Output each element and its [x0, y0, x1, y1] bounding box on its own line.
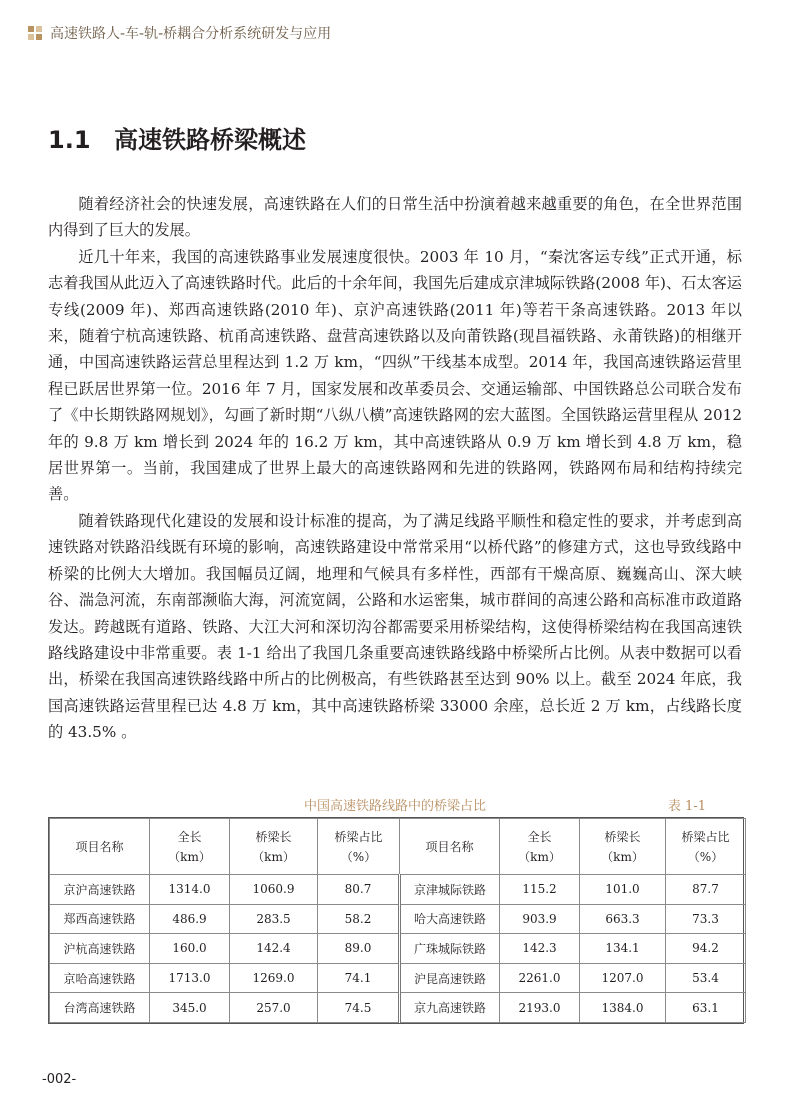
bridge-ratio-table [48, 817, 744, 1024]
table-cell: 142.3 [500, 934, 580, 964]
table-cell: 160.0 [150, 934, 230, 964]
paragraph: 随着铁路现代化建设的发展和设计标准的提高，为了满足线路平顺性和稳定性的要求，并考虑到高速铁路对铁路沿线既有环境的影响，高速铁路建设中常常采用“以桥代路”的修建方式，这也导致线路中桥梁的比例大大增加。我国幅员辽阔，地理和气候具有多样性，西部有干燥高原、巍巍高山、深大峡谷、湍急河流，东南部濒临大海，河流宽阔，公路和水运密集，城市群间的高速公路和高标准市政道路发达。跨越既有道路、铁路、大江大河和深切沟谷都需要采用桥梁结构，这使得桥梁结构在我国高速铁路线路建设中非常重要。表 1-1 给出了我国几条重要高速铁路线路中桥梁所占比例。从表中数据可以看出，桥梁在我国高速铁路线路中所占的比例极高，有些铁路甚至达到 90% 以上。截至 2024 年底，我国高速铁路运营里程已达 4.8 万 km，其中高速铁路桥梁 33000 余座，总长近 2 万 km，占线路长度的 43.5% 。 [48, 511, 742, 742]
column-header: 全长 （km） [500, 819, 580, 875]
table-cell: 142.4 [230, 934, 318, 964]
table-cell: 京沪高速铁路 [50, 875, 150, 905]
table-cell: 73.3 [666, 904, 746, 934]
table-cell: 京哈高速铁路 [50, 963, 150, 993]
table-cell: 1060.9 [230, 875, 318, 905]
table-cell: 74.5 [318, 993, 400, 1023]
table-cell: 257.0 [230, 993, 318, 1023]
section-number: 1.1 [48, 126, 91, 154]
book-title: 高速铁路人-车-轨-桥耦合分析系统研发与应用 [50, 26, 332, 42]
table-cell: 903.9 [500, 904, 580, 934]
table-row [50, 904, 746, 934]
paragraph: 近几十年来，我国的高速铁路事业发展速度很快。2003 年 10 月，“秦沈客运专线”正式开通，标志着我国从此迈入了高速铁路时代。此后的十余年间，我国先后建成京津城际铁路(2008 年)、石太客运专线(2009 年)、郑西高速铁路(2010 年)、京沪高速铁路(2011 年)等若干条高速铁路。2013 年以来，随着宁杭高速铁路、杭甬高速铁路、盘营高速铁路以及向莆铁路(现昌福铁路、永莆铁路)的相继开通，中国高速铁路运营总里程达到 1.2 万 km，“四纵”干线基本成型。2014 年，我国高速铁路运营里程已跃居世界第一位。2016 年 7 月，国家发展和改革委员会、交通运输部、中国铁路总公司联合发布了《中长期铁路网规划》，勾画了新时期“八纵八横”高速铁路网的宏大蓝图。全国铁路运营里程从 2012 年的 9.8 万 km 增长到 2024 年的 16.2 万 km，其中高速铁路从 0.9 万 km 增长到 4.8 万 km，稳居世界第一。当前，我国建成了世界上最大的高速铁路网和先进的铁路网，铁路网布局和结构持续完善。 [48, 247, 742, 504]
body-text [48, 191, 742, 746]
table-cell: 京津城际铁路 [400, 875, 500, 905]
table-cell: 663.3 [580, 904, 666, 934]
column-header: 桥梁占比 （%） [666, 819, 746, 875]
table-caption [48, 795, 742, 815]
table-cell: 沪杭高速铁路 [50, 934, 150, 964]
table-cell: 京九高速铁路 [400, 993, 500, 1023]
table-cell: 345.0 [150, 993, 230, 1023]
table-cell: 53.4 [666, 963, 746, 993]
table-label: 表 1-1 [667, 799, 706, 814]
table-header-row [50, 819, 746, 875]
table-cell: 广珠城际铁路 [400, 934, 500, 964]
table-cell: 74.1 [318, 963, 400, 993]
table-cell: 89.0 [318, 934, 400, 964]
table-row [50, 963, 746, 993]
column-header: 项目名称 [50, 819, 150, 875]
table-cell: 2261.0 [500, 963, 580, 993]
table-cell: 1384.0 [580, 993, 666, 1023]
column-header: 桥梁占比 （%） [318, 819, 400, 875]
table-cell: 134.1 [580, 934, 666, 964]
table-cell: 1314.0 [150, 875, 230, 905]
table-row [50, 934, 746, 964]
column-header: 项目名称 [400, 819, 500, 875]
table-cell: 58.2 [318, 904, 400, 934]
table-cell: 郑西高速铁路 [50, 904, 150, 934]
table-cell: 1269.0 [230, 963, 318, 993]
table-cell: 101.0 [580, 875, 666, 905]
column-header: 桥梁长 （km） [580, 819, 666, 875]
table-cell: 1207.0 [580, 963, 666, 993]
page-number: -002- [42, 1072, 77, 1087]
table-cell: 沪昆高速铁路 [400, 963, 500, 993]
table-cell: 2193.0 [500, 993, 580, 1023]
table-title: 中国高速铁路线路中的桥梁占比 [303, 799, 486, 814]
column-header: 全长 （km） [150, 819, 230, 875]
table-cell: 94.2 [666, 934, 746, 964]
section-heading [48, 120, 306, 155]
running-header [28, 22, 331, 44]
table-cell: 80.7 [318, 875, 400, 905]
table-cell: 283.5 [230, 904, 318, 934]
section-title: 高速铁路桥梁概述 [114, 126, 306, 154]
table-cell: 哈大高速铁路 [400, 904, 500, 934]
table-cell: 87.7 [666, 875, 746, 905]
paragraph: 随着经济社会的快速发展，高速铁路在人们的日常生活中扮演着越来越重要的角色，在全世界范围内得到了巨大的发展。 [48, 195, 742, 240]
table-row [50, 993, 746, 1023]
column-header: 桥梁长 （km） [230, 819, 318, 875]
table-cell: 63.1 [666, 993, 746, 1023]
table-cell: 115.2 [500, 875, 580, 905]
table-row [50, 875, 746, 905]
table-cell: 1713.0 [150, 963, 230, 993]
table-cell: 486.9 [150, 904, 230, 934]
header-square-icon [28, 26, 42, 40]
table-cell: 台湾高速铁路 [50, 993, 150, 1023]
